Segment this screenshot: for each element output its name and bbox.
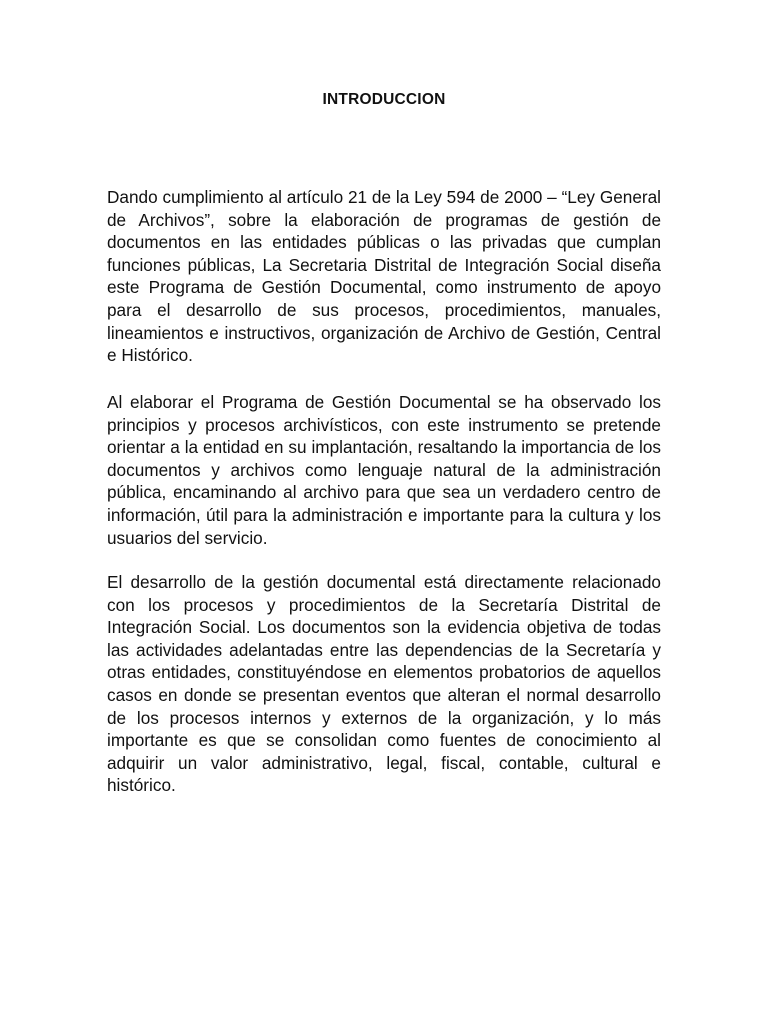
paragraph-block [107, 571, 661, 797]
paragraph-3: El desarrollo de la gestión documental está directamente relacionado con los procesos y procedimientos de la Secretaría Distrital de Integración Social. Los documentos son la evidencia objetiva de todas las actividades adelantadas entre las dependencias de la Secretaría y otras entidades, constituyéndose en elementos probatorios de aquellos casos en donde se presentan eventos que alteran el normal desarrollo de los procesos internos y externos de la organización, y lo más importante es que se consolidan como fuentes de conocimiento al adquirir un valor administrativo, legal, fiscal, contable, cultural e histórico. [107, 572, 661, 796]
paragraph-2: Al elaborar el Programa de Gestión Documental se ha observado los principios y procesos archivísticos, con este instrumento se pretende orientar a la entidad en su implantación, resaltando la importancia de los documentos y archivos como lenguaje natural de la administración pública, encaminando al archivo para que sea un verdadero centro de información, útil para la administración e importante para la cultura y los usuarios del servicio. [107, 392, 661, 548]
paragraph-block [107, 391, 661, 549]
paragraph-1: Dando cumplimiento al artículo 21 de la Ley 594 de 2000 – “Ley General de Archivos”, sobre la elaboración de programas de gestión de documentos en las entidades públicas o las privadas que cumplan funciones públicas, La Secretaria Distrital de Integración Social diseña este Programa de Gestión Documental, como instrumento de apoyo para el desarrollo de sus procesos, procedimientos, manuales, lineamientos e instructivos, organización de Archivo de Gestión, Central e Histórico. [107, 187, 661, 366]
paragraph-block [107, 186, 661, 367]
document-title: INTRODUCCION [322, 91, 446, 108]
